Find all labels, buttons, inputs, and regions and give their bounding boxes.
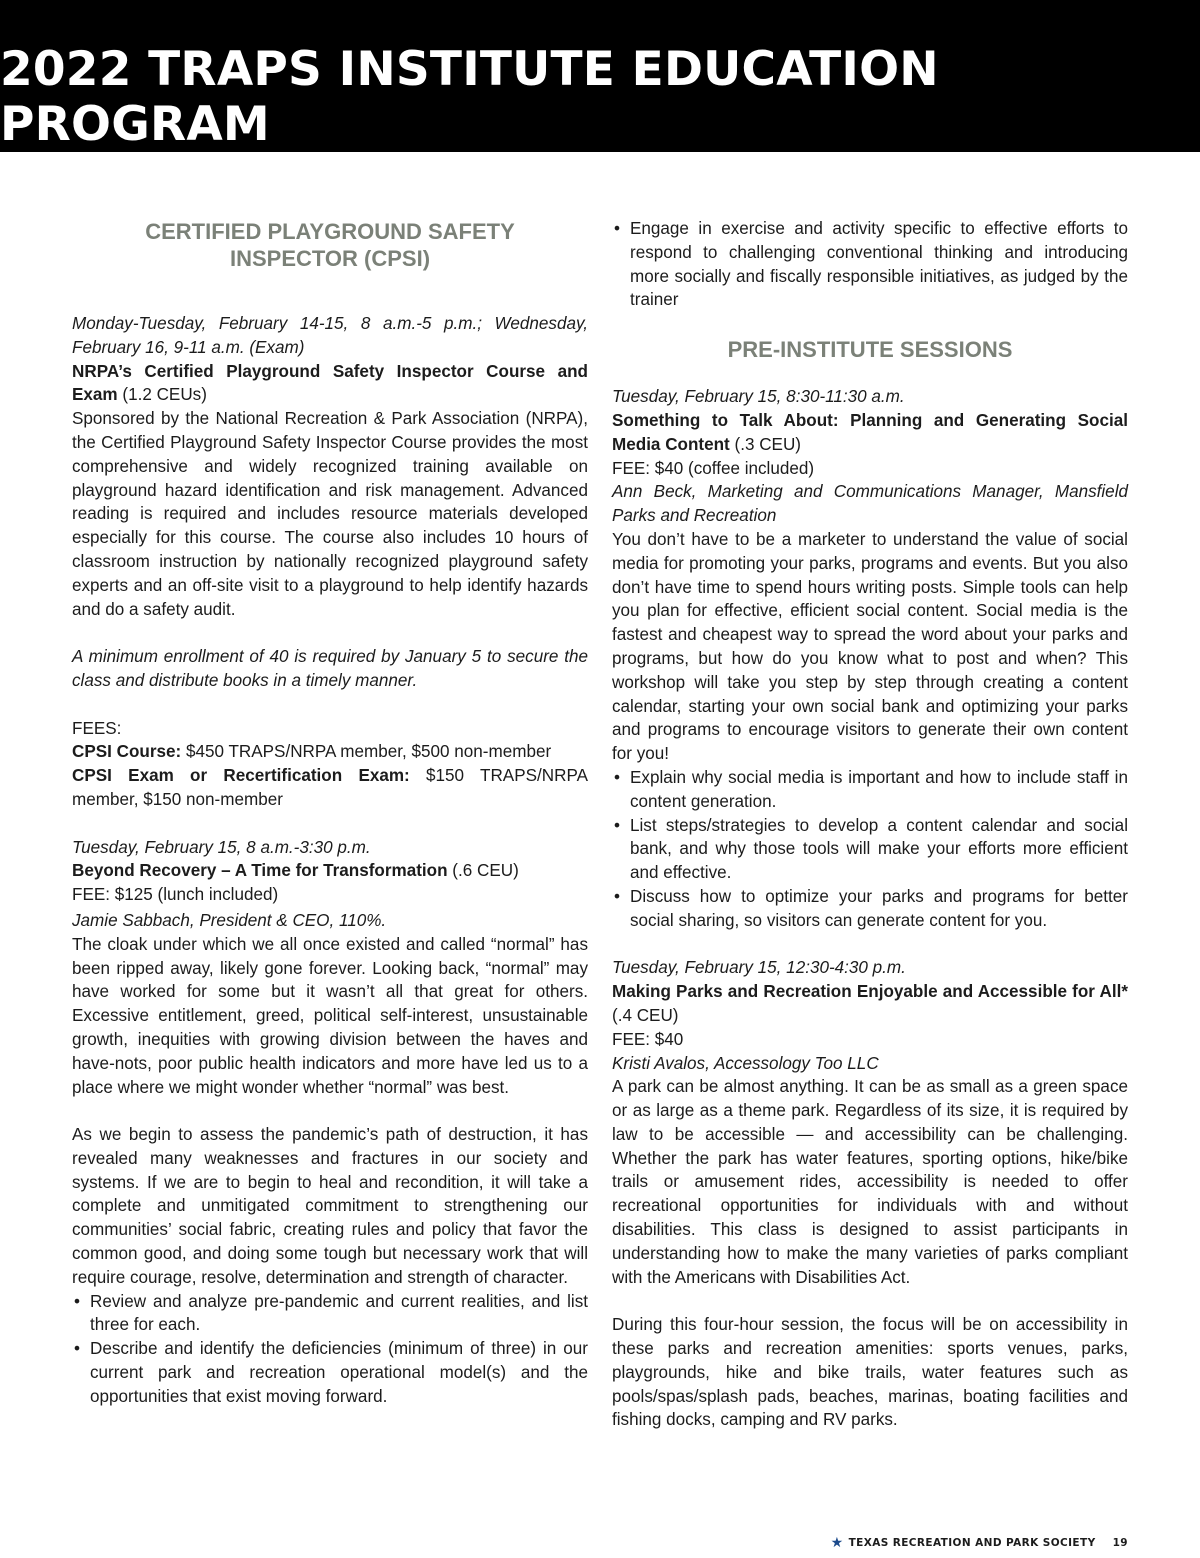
- page-title: 2022 TRAPS INSTITUTE EDUCATION PROGRAM: [0, 42, 939, 152]
- left-column: [72, 218, 588, 1409]
- fee-course-label: CPSI Course:: [72, 742, 182, 762]
- page-header: [0, 0, 1200, 152]
- list-item: • Review and analyze pre-pandemic and current realities, and list three for each.: [72, 1290, 588, 1338]
- page-footer: [831, 1535, 1128, 1551]
- page-number: 19: [1112, 1537, 1128, 1549]
- social-heading: [612, 409, 1128, 457]
- section-title-cpsi: CERTIFIED PLAYGROUND SAFETY INSPECTOR (CPSI): [145, 219, 515, 271]
- social-title: Something to Talk About: Planning and Generating Social Media Content: [612, 410, 1128, 454]
- beyond-bullets: [72, 1290, 588, 1409]
- cpsi-enrollment-note: A minimum enrollment of 40 is required by January 5 to secure the class and distribute books in a timely manner.: [72, 647, 588, 690]
- access-title: Making Parks and Recreation Enjoyable and Accessible for All*: [612, 982, 1128, 1002]
- list-item: • List steps/strategies to develop a content calendar and social bank, and why those tools will make your efforts more efficient and effective.: [612, 814, 1128, 885]
- star-icon: ★: [830, 1535, 844, 1551]
- social-speaker: Ann Beck, Marketing and Communications Manager, Mansfield Parks and Recreation: [612, 482, 1128, 526]
- cpsi-course-title: NRPA’s Certified Playground Safety Inspector Course and Exam: [72, 361, 588, 405]
- cpsi-description: Sponsored by the National Recreation & Park Association (NRPA), the Certified Playground Safety Inspector Course provides the most comprehensive and widely recognized training available on playground hazard identification and risk management. Advanced reading is required and includes resource materials developed especially for this course. The course also includes 10 hours of classroom instruction by nationally recognized playground safety experts and an off-site visit to a playground to help identify hazards and do a safety audit.: [72, 409, 588, 619]
- list-item: • Describe and identify the deficiencies (minimum of three) in our current park and recreation operational model(s) and the opportunities that exist moving forward.: [72, 1337, 588, 1408]
- beyond-para-2: As we begin to assess the pandemic’s path of destruction, it has revealed many weaknesses and fractures in our society and systems. If we are to begin to heal and recondition, it will take a complete and unmitigated commitment to strengthening our communities’ social fabric, creating rules and policy that favor the common good, and doing some tough but necessary work that will require courage, resolve, determination and strength of character.: [72, 1125, 588, 1287]
- social-bullets: [612, 766, 1128, 933]
- beyond-heading: [72, 859, 588, 883]
- fee-course: [72, 740, 588, 764]
- cpsi-course-ceu: (1.2 CEUs): [117, 385, 207, 405]
- social-ceu: (.3 CEU): [729, 434, 801, 454]
- beyond-ceu: (.6 CEU): [447, 861, 519, 881]
- fee-course-value: $450 TRAPS/NRPA member, $500 non-member: [181, 742, 552, 762]
- carry-bullets: [612, 217, 1128, 312]
- beyond-title: Beyond Recovery – A Time for Transformation: [72, 861, 448, 881]
- beyond-speaker: Jamie Sabbach, President & CEO, 110%.: [72, 910, 387, 930]
- beyond-fee: FEE: $125 (lunch included): [72, 885, 279, 905]
- fee-exam-label: CPSI Exam or Recertification Exam:: [72, 766, 410, 786]
- cpsi-course-heading: [72, 360, 588, 408]
- access-heading: [612, 980, 1128, 1028]
- social-fee: FEE: $40 (coffee included): [612, 458, 815, 478]
- right-column: [612, 217, 1128, 1432]
- social-date: Tuesday, February 15, 8:30-11:30 a.m.: [612, 387, 905, 407]
- access-speaker: Kristi Avalos, Accessology Too LLC: [612, 1053, 879, 1073]
- footer-org: TEXAS RECREATION AND PARK SOCIETY: [848, 1537, 1096, 1549]
- section-title-pre-institute: PRE-INSTITUTE SESSIONS: [727, 337, 1013, 363]
- fee-exam-value: $150 TRAPS/NRPA member, $150 non-member: [72, 766, 588, 809]
- beyond-para-1: The cloak under which we all once existed and called “normal” has been ripped away, likely gone forever. Looking back, “normal” may have worked for some but it wasn’t all that great for others. Excessive entitlement, greed, political self-interest, unsustainable growth, inequities with growing division between the haves and have-nots, poor public health indicators and more have led us to a place where we might wonder whether “normal” was best.: [72, 934, 588, 1097]
- fees-label: FEES:: [72, 718, 122, 738]
- list-item: • Discuss how to optimize your parks and programs for better social sharing, so visitors can generate content for you.: [612, 885, 1128, 933]
- access-fee: FEE: $40: [612, 1029, 684, 1049]
- cpsi-date: Monday-Tuesday, February 14-15, 8 a.m.-5 p.m.; Wednesday, February 16, 9-11 a.m. (Exam): [72, 314, 588, 357]
- access-para-2: During this four-hour session, the focus will be on accessibility in these parks and recreation amenities: sports venues, parks, playgrounds, hike and bike trails, water features such as pools/spas/splash pads, beaches, marinas, boating facilities and fishing docks, camping and RV parks.: [612, 1315, 1128, 1430]
- access-date: Tuesday, February 15, 12:30-4:30 p.m.: [612, 958, 906, 978]
- fee-exam: [72, 764, 588, 812]
- access-ceu: (.4 CEU): [612, 1005, 679, 1025]
- access-para-1: A park can be almost anything. It can be as small as a green space or as large as a theme park. Regardless of its size, it is required by law to be accessible — and accessibility can be challenging. Whether the park has water features, sporting options, hike/bike trails or amusement rides, accessibility is needed to offer recreational opportunities for individuals with and without disabilities. This class is designed to assist participants in understanding how to make the many varieties of parks compliant with the Americans with Disabilities Act.: [612, 1077, 1128, 1287]
- list-item: • Engage in exercise and activity specific to effective efforts to respond to challenging conventional thinking and introducing more socially and fiscally responsible initiatives, as judged by the trainer: [612, 217, 1128, 312]
- social-description: You don’t have to be a marketer to understand the value of social media for promoting your parks, programs and events. But you also don’t have time to spend hours writing posts. Simple tools can help you plan for effective, efficient social content. Social media is the fastest and cheapest way to spread the word about your parks and programs, but how do you know what to post and when? This workshop will take you step by step through creating a content calendar, starting your own social bank and optimizing your parks and programs to encourage visitors to generate their own content for you!: [612, 529, 1128, 764]
- beyond-date: Tuesday, February 15, 8 a.m.-3:30 p.m.: [72, 837, 371, 857]
- list-item: • Explain why social media is important and how to include staff in content generation.: [612, 766, 1128, 814]
